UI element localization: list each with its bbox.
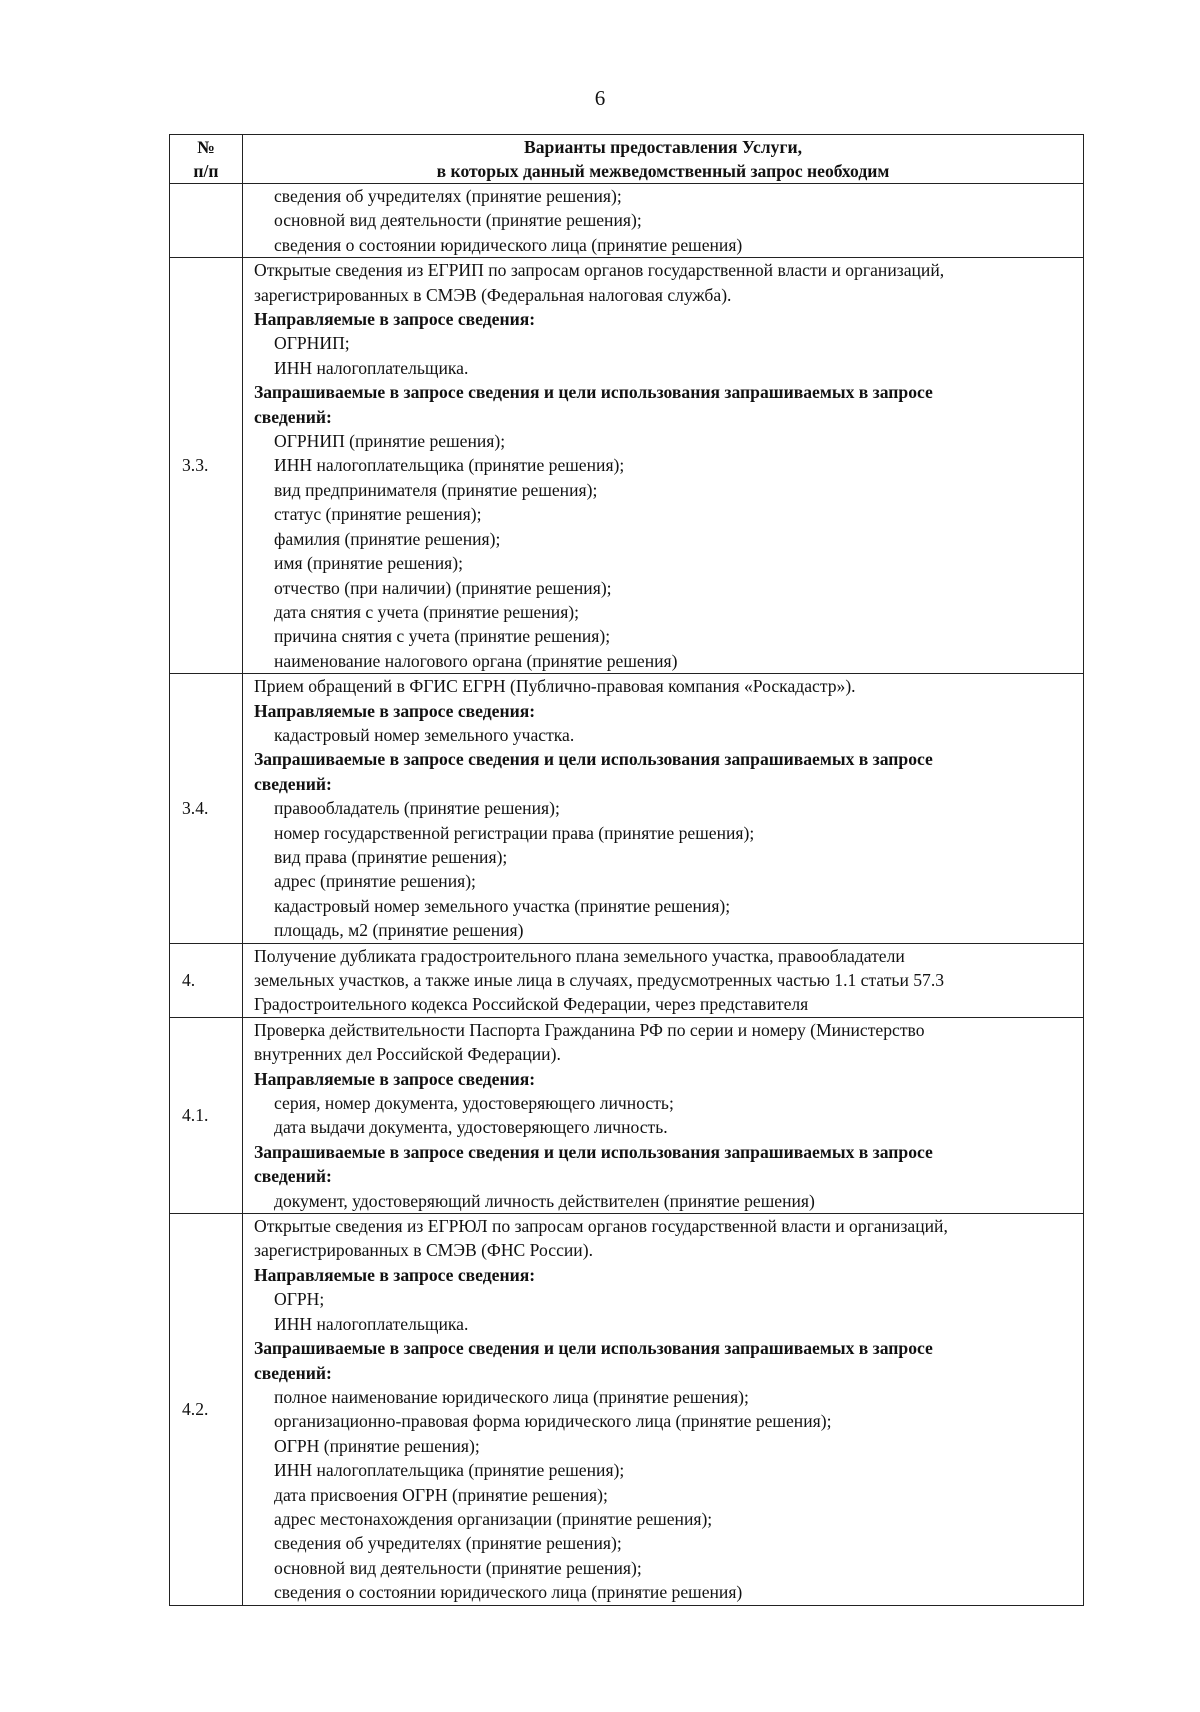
content-line: ОГРНИП (принятие решения);: [274, 431, 506, 452]
row-number-cell: 4.: [170, 943, 243, 1017]
content-line: адрес местонахождения организации (принятие решения);: [274, 1508, 713, 1529]
row-number-cell: 4.1.: [170, 1017, 243, 1213]
section-heading: Запрашиваемые в запросе сведения и цели использования запрашиваемых в запросе: [254, 382, 933, 403]
content-line: вид предпринимателя (принятие решения);: [274, 479, 598, 500]
table-row: [170, 258, 1084, 674]
section-heading: сведений:: [254, 773, 332, 794]
content-line: сведения об учредителях (принятие решения);: [274, 186, 622, 206]
content-line: ИНН налогоплательщика (принятие решения);: [274, 1460, 625, 1481]
header-options-column: [243, 135, 1084, 184]
content-line: сведения о состоянии юридического лица (принятие решения): [274, 1582, 743, 1603]
content-line: дата снятия с учета (принятие решения);: [274, 601, 580, 622]
row-content-cell: [243, 674, 1084, 943]
content-line: дата выдачи документа, удостоверяющего личность.: [274, 1117, 668, 1138]
header-options-line1: Варианты предоставления Услуги,: [524, 137, 802, 157]
content-line: вид права (принятие решения);: [274, 846, 508, 867]
content-line: номер государственной регистрации права (принятие решения);: [274, 822, 755, 843]
content-line: зарегистрированных в СМЭВ (Федеральная налоговая служба).: [254, 284, 732, 305]
content-line: кадастровый номер земельного участка.: [274, 724, 575, 745]
section-heading: Запрашиваемые в запросе сведения и цели использования запрашиваемых в запросе: [254, 749, 933, 770]
row-number-cell: 3.4.: [170, 674, 243, 943]
content-line: внутренних дел Российской Федерации).: [254, 1044, 561, 1065]
page-number: 6: [594, 86, 606, 110]
content-line: наименование налогового органа (принятие решения): [274, 650, 678, 671]
content-line: имя (принятие решения);: [274, 553, 463, 574]
table-row: [170, 1214, 1084, 1606]
content-line: Открытые сведения из ЕГРИП по запросам органов государственной власти и организаций,: [254, 260, 945, 281]
section-heading: сведений:: [254, 1166, 332, 1187]
section-heading: сведений:: [254, 406, 332, 427]
content-line: Получение дубликата градостроительного плана земельного участка, правообладатели: [254, 945, 905, 966]
content-line: ИНН налогоплательщика (принятие решения);: [274, 455, 625, 476]
content-line: кадастровый номер земельного участка (принятие решения);: [274, 895, 731, 916]
row-content-cell: [243, 258, 1084, 674]
content-line: земельных участков, а также иные лица в случаях, предусмотренных частью 1.1 статьи 57.3: [254, 970, 945, 990]
content-line: правообладатель (принятие решения);: [274, 798, 560, 819]
content-line: дата присвоения ОГРН (принятие решения);: [274, 1484, 608, 1505]
row-content-cell: [243, 943, 1084, 1017]
content-line: адрес (принятие решения);: [274, 871, 476, 892]
content-line: Градостроительного кодекса Российской Федерации, через представителя: [254, 994, 809, 1015]
content-line: площадь, м2 (принятие решения): [274, 920, 524, 941]
content-line: полное наименование юридического лица (принятие решения);: [274, 1386, 749, 1407]
content-line: ОГРН;: [274, 1289, 325, 1310]
row-content-cell: [243, 1017, 1084, 1213]
section-heading: сведений:: [254, 1362, 332, 1383]
content-line: серия, номер документа, удостоверяющего личность;: [274, 1093, 674, 1114]
content-line: основной вид деятельности (принятие решения);: [274, 1557, 642, 1578]
row-content-cell: [243, 1214, 1084, 1606]
content-line: ОГРНИП;: [274, 333, 350, 354]
content-line: ОГРН (принятие решения);: [274, 1435, 480, 1456]
header-number-column: [170, 135, 243, 184]
table-row: [170, 943, 1084, 1017]
table-body: [170, 184, 1084, 1606]
table-row: [170, 674, 1084, 943]
content-line: документ, удостоверяющий личность действителен (принятие решения): [274, 1190, 815, 1211]
content-line: Открытые сведения из ЕГРЮЛ по запросам органов государственной власти и организаций,: [254, 1216, 948, 1237]
header-options-line2: в которых данный межведомственный запрос необходим: [436, 161, 890, 181]
section-heading: Запрашиваемые в запросе сведения и цели использования запрашиваемых в запросе: [254, 1338, 933, 1359]
content-line: Проверка действительности Паспорта Гражданина РФ по серии и номеру (Министерство: [254, 1019, 925, 1040]
content-line: статус (принятие решения);: [274, 504, 482, 525]
row-number-cell: 3.3.: [170, 258, 243, 674]
section-heading: Направляемые в запросе сведения:: [254, 1068, 536, 1089]
section-heading: Направляемые в запросе сведения:: [254, 1264, 536, 1285]
requests-table: [169, 134, 1084, 1606]
content-line: Прием обращений в ФГИС ЕГРН (Публично-правовая компания «Роскадастр»).: [254, 676, 856, 697]
table-header-row: [170, 135, 1084, 184]
content-line: фамилия (принятие решения);: [274, 528, 501, 549]
row-number-cell: [170, 184, 243, 258]
section-heading: Запрашиваемые в запросе сведения и цели использования запрашиваемых в запросе: [254, 1141, 933, 1162]
header-number-line2: п/п: [193, 161, 219, 181]
content-line: сведения о состоянии юридического лица (принятие решения): [274, 234, 743, 255]
section-heading: Направляемые в запросе сведения:: [254, 700, 536, 721]
table-row: [170, 1017, 1084, 1213]
content-line: зарегистрированных в СМЭВ (ФНС России).: [254, 1240, 593, 1261]
header-number-line1: №: [197, 137, 215, 157]
row-number-cell: 4.2.: [170, 1214, 243, 1606]
content-line: ИНН налогоплательщика.: [274, 357, 469, 378]
table-row: [170, 184, 1084, 258]
content-line: основной вид деятельности (принятие решения);: [274, 210, 642, 231]
row-content-cell: [243, 184, 1084, 258]
content-line: причина снятия с учета (принятие решения);: [274, 626, 611, 647]
content-line: организационно-правовая форма юридического лица (принятие решения);: [274, 1411, 832, 1432]
content-line: ИНН налогоплательщика.: [274, 1313, 469, 1334]
content-line: отчество (при наличии) (принятие решения);: [274, 577, 612, 598]
content-line: сведения об учредителях (принятие решения);: [274, 1533, 622, 1554]
section-heading: Направляемые в запросе сведения:: [254, 309, 536, 330]
